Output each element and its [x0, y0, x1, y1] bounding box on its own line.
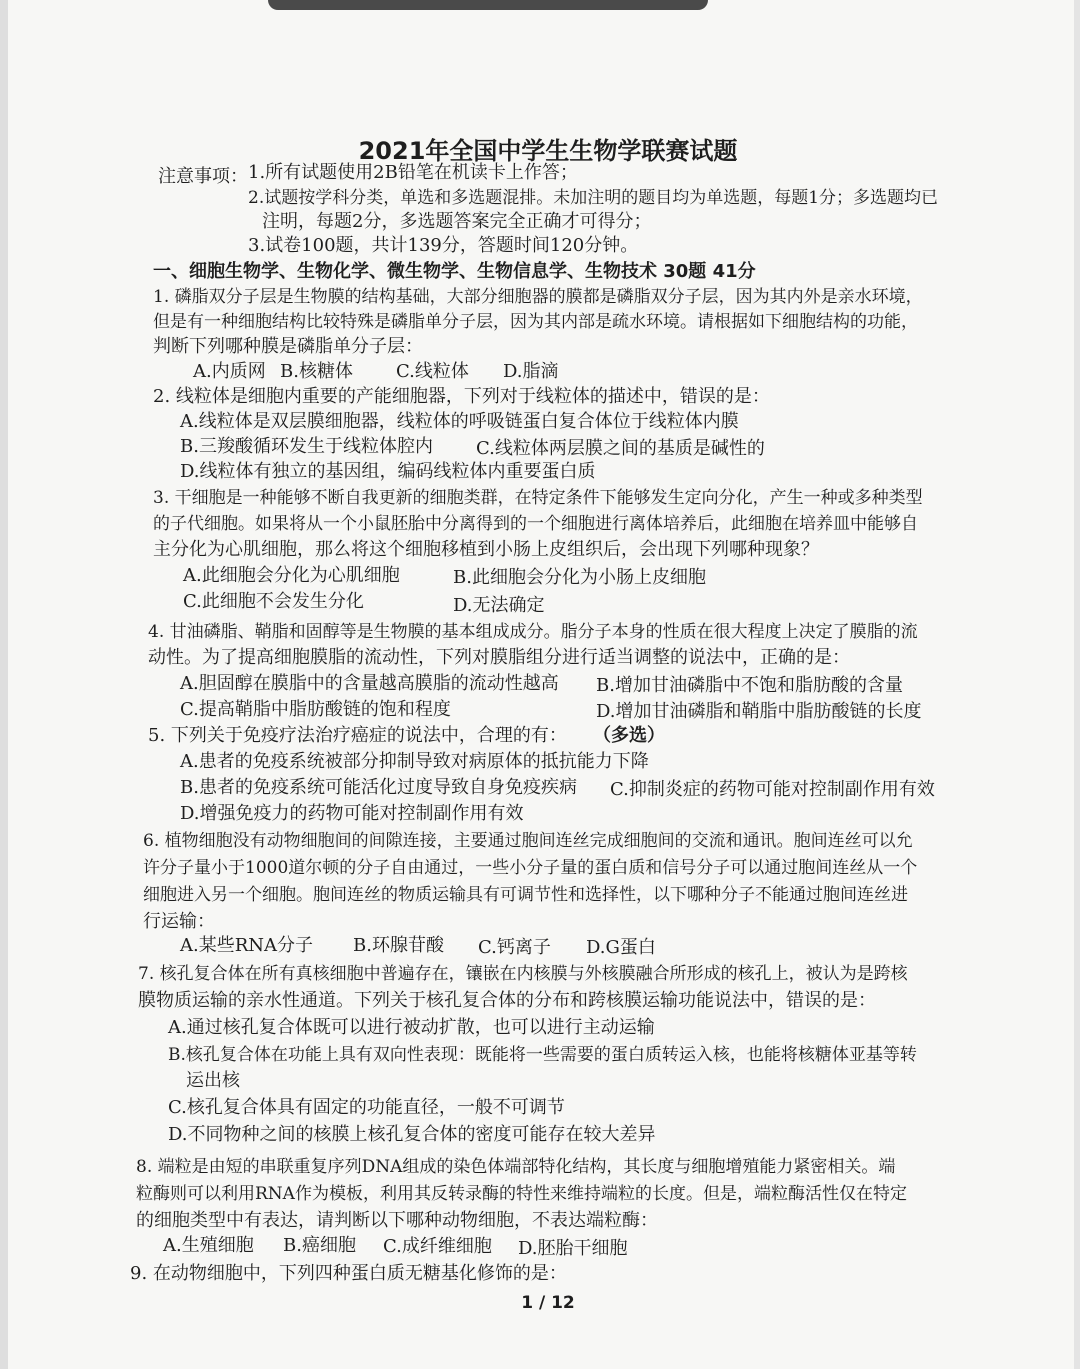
q7-stem-line: 膜物质运输的亲水性通道。下列关于核孔复合体的分布和跨核膜运输功能说法中，错误的是：: [138, 990, 876, 1011]
scanner-edge-shadow: [268, 0, 708, 10]
note-2b: 注明，每题2分，多选题答案完全正确才可得分；: [262, 211, 652, 232]
q1-option-b: B.核糖体: [280, 361, 353, 382]
note-2a: 2.试题按学科分类，单选和多选题混排。未加注明的题目均为单选题，每题1分；多选题均已: [248, 188, 939, 208]
q8-option-a: A.生殖细胞: [163, 1235, 254, 1256]
q1-stem-line: 判断下列哪种膜是磷脂单分子层：: [153, 336, 423, 357]
q5-stem: 5. 下列关于免疫疗法治疗癌症的说法中，合理的有：: [148, 725, 567, 746]
q1-stem-line: 但是有一种细胞结构比较特殊是磷脂单分子层，因为其内部是疏水环境。请根据如下细胞结构的功能，: [153, 312, 918, 332]
q8-stem-line: 8. 端粒是由短的串联重复序列DNA组成的染色体端部特化结构，其长度与细胞增殖能力紧密相关。端: [136, 1157, 896, 1177]
q3-option-d: D.无法确定: [453, 595, 545, 616]
q7-option-b: B.核孔复合体在功能上具有双向性表现：既能将一些需要的蛋白质转运入核，也能将核糖体亚基等转: [168, 1045, 917, 1065]
q2-option-b: B.三羧酸循环发生于线粒体腔内: [180, 436, 433, 457]
q8-stem-line: 粒酶则可以利用RNA作为模板，利用其反转录酶的特性来维持端粒的长度。但是，端粒酶活性仅在特定: [136, 1184, 907, 1204]
q5-option-b: B.患者的免疫系统可能活化过度导致自身免疫疾病: [180, 777, 577, 798]
q6-stem-line: 细胞进入另一个细胞。胞间连丝的物质运输具有可调节性和选择性，以下哪种分子不能通过胞间连丝进: [143, 885, 908, 905]
q1-stem-line: 1. 磷脂双分子层是生物膜的结构基础，大部分细胞器的膜都是磷脂双分子层，因为其内外是亲水环境，: [153, 287, 923, 307]
note-1: 1.所有试题使用2B铅笔在机读卡上作答；: [248, 162, 578, 183]
q2-option-c: C.线粒体两层膜之间的基质是碱性的: [476, 438, 765, 459]
q6-option-b: B.环腺苷酸: [353, 935, 444, 956]
q4-stem-line: 动性。为了提高细胞膜脂的流动性，下列对膜脂组分进行适当调整的说法中，正确的是：: [148, 647, 850, 668]
q8-option-c: C.成纤维细胞: [383, 1236, 492, 1257]
q2-option-a: A.线粒体是双层膜细胞器，线粒体的呼吸链蛋白复合体位于线粒体内膜: [180, 411, 739, 432]
q5-multi-tag: （多选）: [593, 725, 665, 746]
q6-stem-line: 许分子量小于1000道尔顿的分子自由通过，一些小分子量的蛋白质和信号分子可以通过胞间连丝从一个: [143, 858, 918, 878]
q3-stem-line: 3. 干细胞是一种能够不断自我更新的细胞类群，在特定条件下能够发生定向分化，产生一种或多种类型: [153, 488, 923, 508]
q8-option-d: D.胚胎干细胞: [518, 1238, 628, 1259]
q1-option-a: A.内质网: [193, 361, 266, 382]
q6-option-a: A.某些RNA分子: [180, 935, 314, 956]
q7-option-d: D.不同物种之间的核膜上核孔复合体的密度可能存在较大差异: [168, 1124, 656, 1145]
q6-option-c: C.钙离子: [478, 937, 551, 958]
q3-option-c: C.此细胞不会发生分化: [183, 591, 364, 612]
q7-stem-line: 7. 核孔复合体在所有真核细胞中普遍存在，镶嵌在内核膜与外核膜融合所形成的核孔上，被认为是跨核: [138, 964, 908, 984]
q3-stem-line: 的子代细胞。如果将从一个小鼠胚胎中分离得到的一个细胞进行离体培养后，此细胞在培养皿中能够自: [153, 514, 918, 534]
page-number: 1 / 12: [521, 1293, 575, 1313]
q6-stem-line: 6. 植物细胞没有动物细胞间的间隙连接，主要通过胞间连丝完成细胞间的交流和通讯。胞间连丝可以允: [143, 831, 913, 851]
q3-option-b: B.此细胞会分化为小肠上皮细胞: [453, 567, 706, 588]
q2-stem: 2. 线粒体是细胞内重要的产能细胞器，下列对于线粒体的描述中，错误的是：: [153, 386, 770, 407]
q8-stem-line: 的细胞类型中有表达，请判断以下哪种动物细胞，不表达端粒酶：: [136, 1210, 658, 1231]
q3-option-a: A.此细胞会分化为心肌细胞: [183, 565, 400, 586]
q5-option-d: D.增强免疫力的药物可能对控制副作用有效: [180, 803, 524, 824]
q1-option-d: D.脂滴: [503, 361, 559, 382]
q3-stem-line: 主分化为心肌细胞，那么将这个细胞移植到小肠上皮组织后，会出现下列哪种现象？: [153, 539, 819, 560]
q5-option-c: C.抑制炎症的药物可能对控制副作用有效: [610, 779, 935, 800]
q6-option-d: D.G蛋白: [586, 937, 656, 958]
q4-option-a: A.胆固醇在膜脂中的含量越高膜脂的流动性越高: [180, 673, 559, 694]
q2-option-d: D.线粒体有独立的基因组，编码线粒体内重要蛋白质: [180, 461, 596, 482]
q8-option-b: B.癌细胞: [283, 1235, 356, 1256]
q7-option-a: A.通过核孔复合体既可以进行被动扩散，也可以进行主动运输: [168, 1017, 655, 1038]
q4-option-d: D.增加甘油磷脂和鞘脂中脂肪酸链的长度: [596, 701, 922, 722]
section-heading: 一、细胞生物学、生物化学、微生物学、生物信息学、生物技术 30题 41分: [153, 261, 756, 282]
notes-label: 注意事项：: [158, 166, 248, 187]
q6-stem-line: 行运输：: [143, 911, 215, 932]
q4-stem-line: 4. 甘油磷脂、鞘脂和固醇等是生物膜的基本组成成分。脂分子本身的性质在很大程度上决定了膜脂的流: [148, 622, 918, 642]
q9-stem: 9. 在动物细胞中，下列四种蛋白质无糖基化修饰的是：: [130, 1263, 567, 1284]
q4-option-c: C.提高鞘脂中脂肪酸链的饱和程度: [180, 699, 451, 720]
q1-option-c: C.线粒体: [396, 361, 469, 382]
q7-option-c: C.核孔复合体具有固定的功能直径，一般不可调节: [168, 1097, 565, 1118]
q4-option-b: B.增加甘油磷脂中不饱和脂肪酸的含量: [596, 675, 903, 696]
q5-option-a: A.患者的免疫系统被部分抑制导致对病原体的抵抗能力下降: [180, 751, 649, 772]
q7-option-b-cont: 运出核: [186, 1070, 240, 1091]
exam-title: 2021年全国中学生生物学联赛试题: [358, 137, 738, 165]
note-3: 3.试卷100题，共计139分，答题时间120分钟。: [248, 235, 639, 256]
